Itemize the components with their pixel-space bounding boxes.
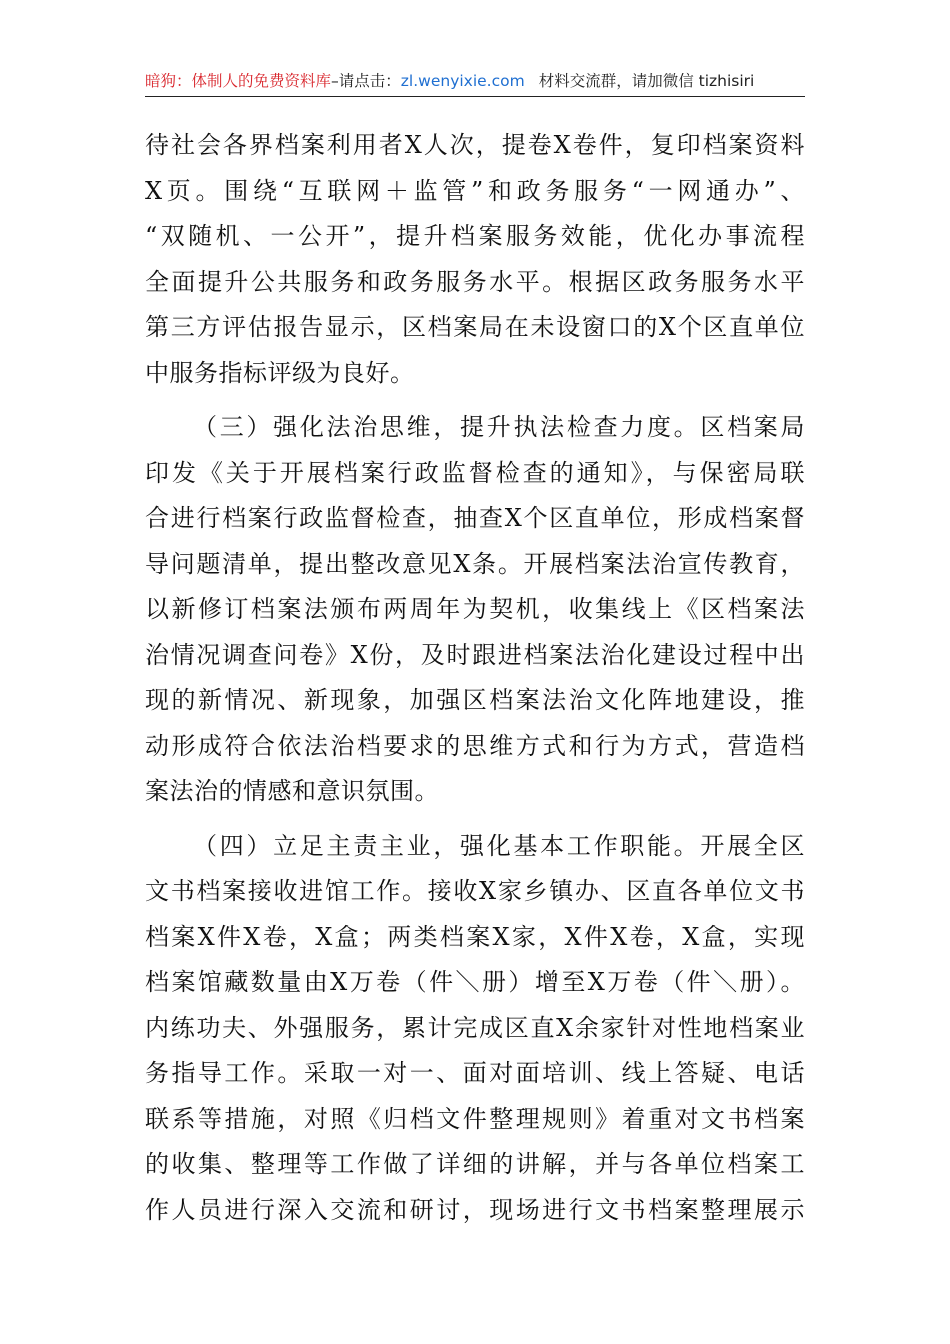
text-line: “双随机、一公开”，提升档案服务效能，优化办事流程 bbox=[145, 222, 805, 250]
text-line: 档案X件X卷，X盒；两类档案X家，X件X卷，X盒，实现 bbox=[145, 922, 805, 951]
text-line: 治情况调查问卷》X份，及时跟进档案法治化建设过程中出 bbox=[145, 640, 805, 669]
text-line: 全面提升公共服务和政务服务水平。根据区政务服务水平 bbox=[145, 267, 805, 296]
paragraph-service bbox=[145, 123, 805, 396]
text-line: 导问题清单，提出整改意见X条。开展档案法治宣传教育， bbox=[145, 549, 805, 578]
text-line: 案法治的情感和意识氛围。 bbox=[145, 777, 439, 805]
paragraph-core-duties bbox=[145, 824, 805, 1234]
text-line: 现的新情况、新现象，加强区档案法治文化阵地建设，推 bbox=[145, 686, 805, 714]
text-line: 印发《关于开展档案行政监督检查的通知》，与保密局联 bbox=[145, 458, 805, 487]
header-click-prompt: –请点击： bbox=[331, 72, 401, 90]
text-line: 联系等措施，对照《归档文件整理规则》着重对文书档案 bbox=[145, 1104, 805, 1133]
text-line: 第三方评估报告显示，区档案局在未设窗口的X个区直单位 bbox=[145, 313, 805, 341]
header-wechat-note: 材料交流群，请加微信 tizhisiri bbox=[538, 72, 755, 90]
text-line: 文书档案接收进馆工作。接收X家乡镇办、区直各单位文书 bbox=[145, 877, 805, 905]
paragraph-rule-of-law bbox=[145, 405, 805, 815]
section-heading-line: （四）立足主责主业，强化基本工作职能。开展全区 bbox=[193, 831, 805, 860]
text-line: 中服务指标评级为良好。 bbox=[145, 358, 415, 387]
header-site-name: 暗狗：体制人的免费资料库 bbox=[145, 72, 332, 90]
section-heading-line: （三）强化法治思维，提升执法检查力度。区档案局 bbox=[193, 413, 805, 441]
text-line: 的收集、整理等工作做了详细的讲解，并与各单位档案工 bbox=[145, 1150, 805, 1178]
text-line: 待社会各界档案利用者X人次，提卷X卷件，复印档案资料 bbox=[145, 131, 805, 159]
text-line: 内练功夫、外强服务，累计完成区直X余家针对性地档案业 bbox=[145, 1013, 805, 1042]
page-header bbox=[145, 70, 805, 97]
text-line: 档案馆藏数量由X万卷（件＼册）增至X万卷（件＼册）。 bbox=[145, 968, 805, 996]
document-body bbox=[145, 123, 805, 1242]
text-line: 动形成符合依法治档要求的思维方式和行为方式，营造档 bbox=[145, 731, 805, 760]
text-line: 以新修订档案法颁布两周年为契机，收集线上《区档案法 bbox=[145, 595, 805, 623]
text-line: 作人员进行深入交流和研讨，现场进行文书档案整理展示 bbox=[145, 1195, 805, 1224]
text-line: 合进行档案行政监督检查，抽查X个区直单位，形成档案督 bbox=[145, 504, 805, 532]
text-line: 务指导工作。采取一对一、面对面培训、线上答疑、电话 bbox=[145, 1059, 805, 1087]
text-line: X页。围绕“互联网＋监管”和政务服务“一网通办”、 bbox=[145, 176, 805, 205]
header-url-link[interactable]: zl.wenyixie.com bbox=[400, 72, 525, 90]
